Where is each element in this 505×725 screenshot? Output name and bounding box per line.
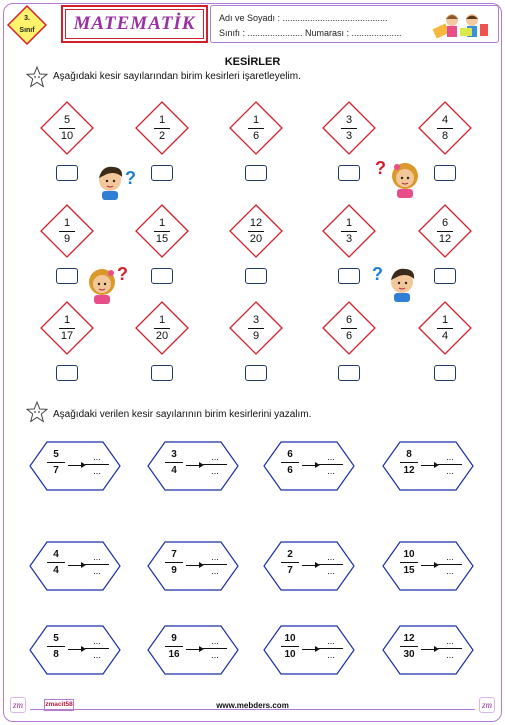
answer-numerator-blank[interactable]: ...	[211, 552, 219, 562]
fraction-numerator: 12	[249, 216, 263, 229]
fraction-diamond	[228, 203, 284, 259]
fraction-numerator: 1	[158, 113, 166, 126]
fraction-numerator: 1	[63, 216, 71, 229]
answer-denominator-blank[interactable]: ...	[446, 566, 454, 576]
fraction-bar	[437, 128, 453, 129]
fraction-numerator: 6	[441, 216, 449, 229]
fraction-denominator: 3	[345, 232, 353, 245]
grade-number: 3.	[24, 15, 30, 22]
fraction-denominator: 20	[249, 232, 263, 245]
fraction-bar	[59, 128, 75, 129]
given-denominator: 7	[53, 465, 59, 476]
fraction-bar	[59, 231, 75, 232]
unit-fraction-checkbox[interactable]	[245, 365, 267, 381]
answer-numerator-blank[interactable]: ...	[446, 452, 454, 462]
fraction-bar	[154, 231, 170, 232]
answer-fraction[interactable]	[438, 635, 462, 661]
fraction-bar	[154, 128, 170, 129]
arrow-right-icon	[302, 649, 316, 650]
fraction-bar	[165, 462, 183, 463]
unit-fraction-checkbox[interactable]	[151, 365, 173, 381]
unit-fraction-checkbox[interactable]	[245, 165, 267, 181]
unit-fraction-checkbox[interactable]	[56, 268, 78, 284]
given-denominator: 4	[171, 465, 177, 476]
answer-fraction[interactable]	[319, 451, 343, 477]
given-numerator: 10	[284, 633, 296, 644]
fraction-diamond	[134, 203, 190, 259]
fraction-hexagon	[382, 441, 474, 491]
fraction-numerator: 1	[158, 313, 166, 326]
question-mark-icon: ?	[375, 158, 386, 178]
instruction-2: Aşağıdaki verilen kesir sayılarının birim kesirlerini yazalım.	[53, 409, 312, 420]
given-numerator: 12	[403, 633, 415, 644]
answer-fraction[interactable]	[85, 635, 109, 661]
given-denominator: 30	[403, 649, 415, 660]
fraction-diamond	[134, 100, 190, 156]
kids-reading-icon	[430, 10, 492, 40]
fraction-diamond	[321, 203, 377, 259]
boy-thinking-icon	[372, 262, 420, 306]
answer-denominator-blank[interactable]: ...	[327, 650, 335, 660]
given-denominator: 10	[284, 649, 296, 660]
fraction-bar	[47, 462, 65, 463]
fraction-hexagon	[263, 541, 355, 591]
answer-numerator-blank[interactable]: ...	[446, 636, 454, 646]
arrow-right-icon	[421, 465, 435, 466]
answer-fraction[interactable]	[319, 551, 343, 577]
footer-url[interactable]: www.mebders.com	[216, 701, 289, 710]
star-icon	[26, 66, 48, 88]
given-denominator: 12	[403, 465, 415, 476]
question-mark-icon: ?	[117, 264, 128, 284]
answer-fraction[interactable]	[203, 451, 227, 477]
fraction-bar	[47, 562, 65, 563]
page-title: MATEMATİK	[73, 13, 196, 34]
student-info-box	[210, 5, 499, 43]
answer-numerator-blank[interactable]: ...	[93, 452, 101, 462]
given-numerator: 2	[287, 549, 293, 560]
fraction-numerator: 3	[252, 313, 260, 326]
answer-fraction[interactable]	[85, 451, 109, 477]
fraction-diamond	[417, 300, 473, 356]
answer-fraction[interactable]	[438, 451, 462, 477]
answer-numerator-blank[interactable]: ...	[327, 552, 335, 562]
answer-numerator-blank[interactable]: ...	[93, 636, 101, 646]
answer-denominator-blank[interactable]: ...	[446, 466, 454, 476]
given-numerator: 5	[53, 449, 59, 460]
given-denominator: 6	[287, 465, 293, 476]
unit-fraction-checkbox[interactable]	[338, 365, 360, 381]
fraction-diamond	[39, 100, 95, 156]
answer-denominator-blank[interactable]: ...	[93, 466, 101, 476]
answer-denominator-blank[interactable]: ...	[327, 566, 335, 576]
unit-fraction-checkbox[interactable]	[434, 268, 456, 284]
given-numerator: 10	[403, 549, 415, 560]
answer-fraction[interactable]	[203, 635, 227, 661]
fraction-bar	[47, 646, 65, 647]
fraction-hexagon	[29, 625, 121, 675]
fraction-bar	[437, 231, 453, 232]
fraction-denominator: 3	[345, 129, 353, 142]
fraction-numerator: 6	[345, 313, 353, 326]
unit-fraction-checkbox[interactable]	[338, 165, 360, 181]
answer-numerator-blank[interactable]: ...	[211, 636, 219, 646]
answer-fraction[interactable]	[438, 551, 462, 577]
author-badge: zmacit58	[44, 699, 74, 711]
arrow-right-icon	[302, 565, 316, 566]
fraction-bar	[154, 328, 170, 329]
fraction-hexagon	[29, 541, 121, 591]
fraction-numerator: 1	[441, 313, 449, 326]
fraction-bar	[248, 128, 264, 129]
arrow-right-icon	[186, 465, 200, 466]
question-mark-icon: ?	[372, 264, 383, 284]
answer-numerator-blank[interactable]: ...	[327, 636, 335, 646]
answer-numerator-blank[interactable]: ...	[327, 452, 335, 462]
fraction-bar	[59, 328, 75, 329]
fraction-hexagon	[382, 541, 474, 591]
fraction-bar	[400, 646, 418, 647]
fraction-numerator: 5	[63, 113, 71, 126]
fraction-denominator: 9	[63, 232, 71, 245]
given-denominator: 8	[53, 649, 59, 660]
fraction-diamond	[417, 203, 473, 259]
arrow-right-icon	[421, 565, 435, 566]
fraction-bar	[400, 562, 418, 563]
fraction-hexagon	[29, 441, 121, 491]
fraction-hexagon	[263, 625, 355, 675]
arrow-right-icon	[186, 649, 200, 650]
given-numerator: 8	[406, 449, 412, 460]
arrow-right-icon	[421, 649, 435, 650]
fraction-numerator: 3	[345, 113, 353, 126]
answer-denominator-blank[interactable]: ...	[211, 650, 219, 660]
fraction-bar	[437, 328, 453, 329]
arrow-right-icon	[302, 465, 316, 466]
given-numerator: 9	[171, 633, 177, 644]
fraction-denominator: 8	[441, 129, 449, 142]
grade-label: Sınıf	[19, 27, 35, 34]
answer-fraction[interactable]	[203, 551, 227, 577]
answer-denominator-blank[interactable]: ...	[211, 566, 219, 576]
answer-numerator-blank[interactable]: ...	[446, 552, 454, 562]
fraction-diamond	[417, 100, 473, 156]
star-icon	[26, 401, 48, 423]
given-numerator: 7	[171, 549, 177, 560]
fraction-bar	[281, 462, 299, 463]
fraction-denominator: 10	[60, 129, 74, 142]
question-mark-icon: ?	[125, 168, 136, 188]
arrow-right-icon	[68, 565, 82, 566]
given-denominator: 4	[53, 565, 59, 576]
name-field[interactable]: Adı ve Soyadı : ..........................................	[219, 13, 388, 23]
unit-fraction-checkbox[interactable]	[56, 165, 78, 181]
fraction-numerator: 1	[63, 313, 71, 326]
unit-fraction-checkbox[interactable]	[434, 365, 456, 381]
instruction-1: Aşağıdaki kesir sayılarından birim kesirleri işaretleyelim.	[53, 71, 301, 82]
fraction-bar	[400, 462, 418, 463]
arrow-right-icon	[68, 649, 82, 650]
given-numerator: 3	[171, 449, 177, 460]
fraction-bar	[165, 646, 183, 647]
fraction-hexagon	[147, 625, 239, 675]
fraction-denominator: 9	[252, 329, 260, 342]
given-denominator: 9	[171, 565, 177, 576]
fraction-denominator: 12	[438, 232, 452, 245]
section-title: KESİRLER	[224, 56, 281, 68]
class-number-field[interactable]: Sınıfı : ...................... Numarası : ....................	[219, 28, 402, 38]
answer-denominator-blank[interactable]: ...	[211, 466, 219, 476]
fraction-denominator: 17	[60, 329, 74, 342]
answer-fraction[interactable]	[319, 635, 343, 661]
answer-denominator-blank[interactable]: ...	[327, 466, 335, 476]
fraction-bar	[341, 231, 357, 232]
fraction-hexagon	[147, 441, 239, 491]
unit-fraction-checkbox[interactable]	[151, 268, 173, 284]
fraction-bar	[341, 328, 357, 329]
fraction-diamond	[228, 100, 284, 156]
unit-fraction-checkbox[interactable]	[434, 165, 456, 181]
fraction-diamond	[321, 100, 377, 156]
given-numerator: 4	[53, 549, 59, 560]
unit-fraction-checkbox[interactable]	[245, 268, 267, 284]
fraction-diamond	[134, 300, 190, 356]
fraction-hexagon	[263, 441, 355, 491]
given-denominator: 15	[403, 565, 415, 576]
fraction-denominator: 4	[441, 329, 449, 342]
grade-badge	[7, 5, 47, 45]
girl-thinking-icon	[375, 156, 423, 200]
fraction-numerator: 1	[345, 216, 353, 229]
answer-denominator-blank[interactable]: ...	[446, 650, 454, 660]
fraction-diamond	[39, 300, 95, 356]
given-denominator: 7	[287, 565, 293, 576]
fraction-numerator: 1	[158, 216, 166, 229]
given-denominator: 16	[168, 649, 180, 660]
fraction-diamond	[321, 300, 377, 356]
fraction-denominator: 15	[155, 232, 169, 245]
zm-logo-left: zm	[10, 697, 26, 713]
unit-fraction-checkbox[interactable]	[151, 165, 173, 181]
fraction-denominator: 2	[158, 129, 166, 142]
given-numerator: 5	[53, 633, 59, 644]
fraction-bar	[281, 646, 299, 647]
fraction-denominator: 6	[252, 129, 260, 142]
unit-fraction-checkbox[interactable]	[338, 268, 360, 284]
fraction-bar	[165, 562, 183, 563]
fraction-hexagon	[382, 625, 474, 675]
fraction-bar	[248, 231, 264, 232]
fraction-bar	[341, 128, 357, 129]
title-box	[61, 5, 208, 43]
answer-fraction[interactable]	[85, 551, 109, 577]
fraction-hexagon	[147, 541, 239, 591]
unit-fraction-checkbox[interactable]	[56, 365, 78, 381]
answer-denominator-blank[interactable]: ...	[93, 650, 101, 660]
fraction-numerator: 4	[441, 113, 449, 126]
fraction-numerator: 1	[252, 113, 260, 126]
fraction-denominator: 6	[345, 329, 353, 342]
given-numerator: 6	[287, 449, 293, 460]
boy-thinking-icon	[92, 162, 140, 202]
fraction-bar	[281, 562, 299, 563]
answer-numerator-blank[interactable]: ...	[211, 452, 219, 462]
arrow-right-icon	[186, 565, 200, 566]
answer-denominator-blank[interactable]: ...	[93, 566, 101, 576]
girl-thinking-icon	[84, 262, 136, 306]
zm-logo-right: zm	[479, 697, 495, 713]
answer-numerator-blank[interactable]: ...	[93, 552, 101, 562]
fraction-denominator: 20	[155, 329, 169, 342]
fraction-diamond	[39, 203, 95, 259]
fraction-bar	[248, 328, 264, 329]
fraction-diamond	[228, 300, 284, 356]
arrow-right-icon	[68, 465, 82, 466]
